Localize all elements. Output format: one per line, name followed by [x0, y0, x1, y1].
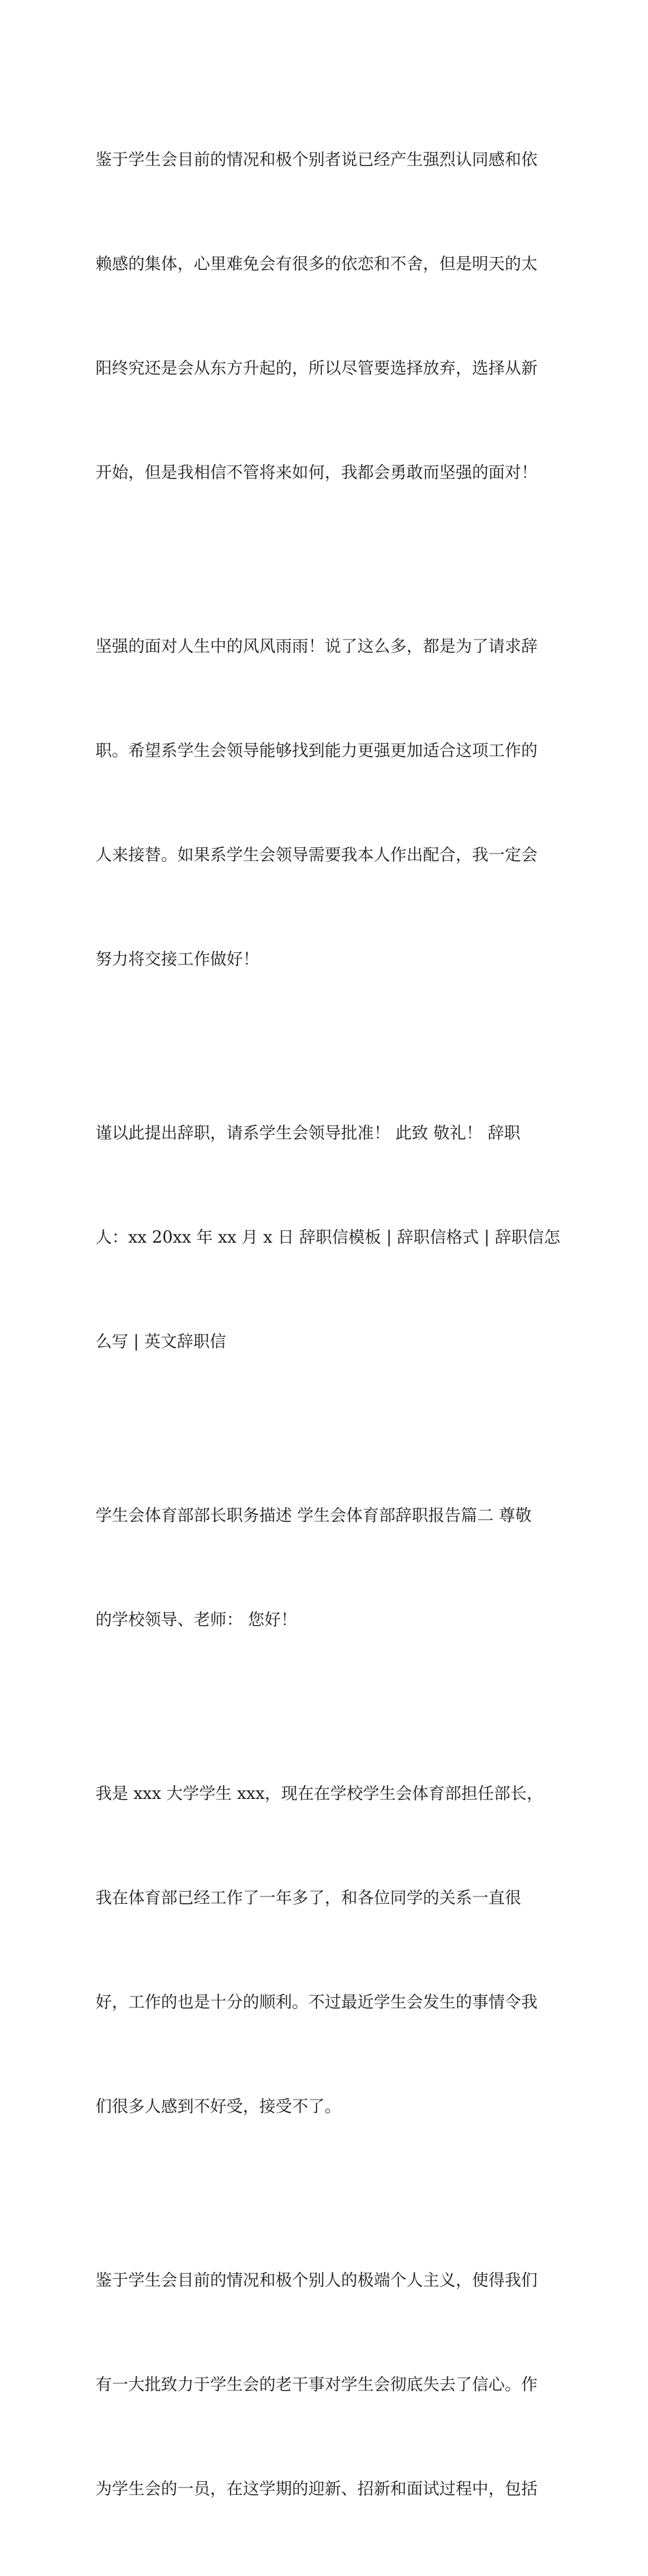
paragraph-1: [95, 73, 556, 560]
paragraph-3: [95, 1046, 561, 1429]
text-line: 谨以此提出辞职，请系学生会领导批准！ 此致 敬礼！ 辞职: [95, 1123, 520, 1142]
text-line: 么写 | 英文辞职信: [95, 1332, 226, 1351]
document-body: [95, 73, 561, 2576]
text-line: 努力将交接工作做好！: [95, 950, 259, 969]
text-line: 们很多人感到不好受，接受不了。: [95, 2097, 341, 2116]
paragraph-6: [95, 2194, 556, 2576]
text-line: 人来接替。如果系学生会领导需要我本人作出配合，我一定会: [95, 845, 537, 864]
text-line: 鉴于学生会目前的情况和极个别人的极端个人主义，使得我们: [95, 2271, 537, 2290]
text-line: 我是 xxx 大学学生 xxx，现在在学校学生会体育部担任部长，: [95, 1784, 544, 1803]
text-line: 好，工作的也是十分的顺利。不过最近学生会发生的事情令我: [95, 1992, 537, 2012]
text-line: 开始，但是我相信不管将来如何，我都会勇敢而坚强的面对！: [95, 463, 537, 482]
text-line: 有一大批致力于学生会的老干事对学生会彻底失去了信心。作: [95, 2375, 537, 2394]
paragraph-4: [95, 1429, 556, 1707]
text-line: 我在体育部已经工作了一年多了，和各位同学的关系一直很: [95, 1888, 521, 1907]
text-line: 学生会体育部部长职务描述 学生会体育部辞职报告篇二 尊敬: [95, 1506, 532, 1525]
paragraph-5: [95, 1707, 556, 2194]
text-line: 坚强的面对人生中的风风雨雨！说了这么多，都是为了请求辞: [95, 637, 537, 656]
text-line: 职。希望系学生会领导能够找到能力更强更加适合这项工作的: [95, 741, 537, 760]
text-line: 鉴于学生会目前的情况和极个别者说已经产生强烈认同感和依: [95, 150, 537, 169]
text-line: 阳终究还是会从东方升起的，所以尽管要选择放弃，选择从新: [95, 359, 537, 378]
paragraph-2: [95, 560, 556, 1046]
text-line: 的学校领导、老师： 您好！: [95, 1610, 297, 1629]
text-line: 赖感的集体，心里难免会有很多的依恋和不舍，但是明天的太: [95, 254, 537, 273]
text-line: 人：xx 20xx 年 xx 月 x 日 辞职信模板 | 辞职信格式 | 辞职信怎: [95, 1228, 561, 1247]
text-line: 为学生会的一员，在这学期的迎新、招新和面试过程中，包括: [95, 2479, 537, 2498]
